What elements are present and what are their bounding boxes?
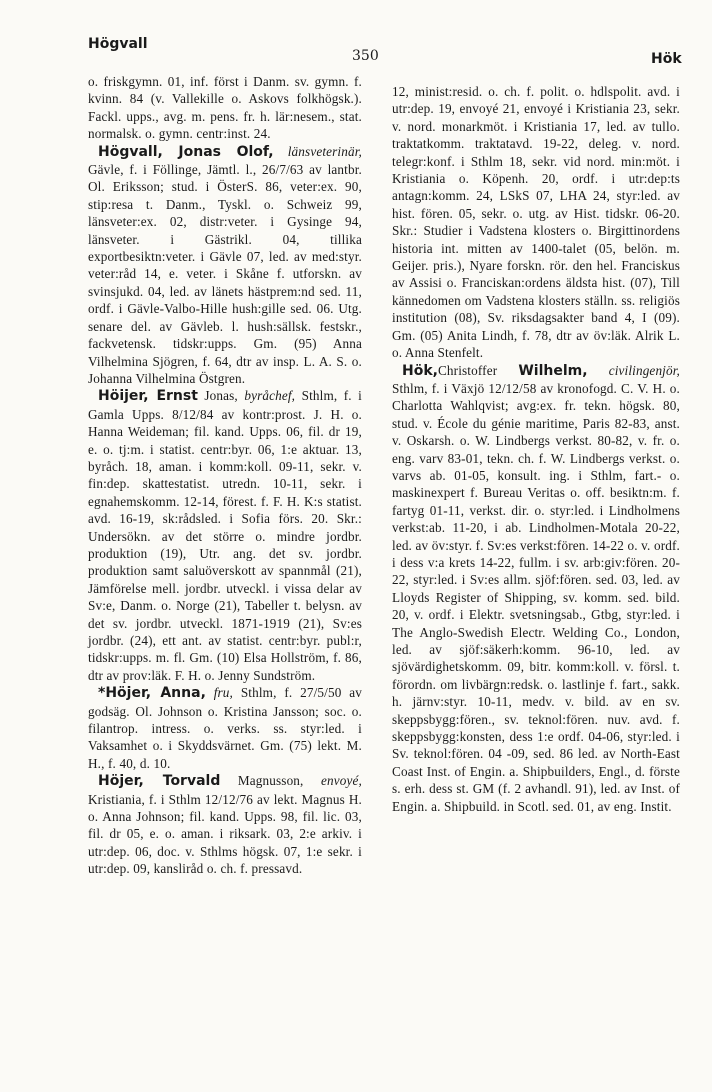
entry-hojer-torvald [88, 772, 362, 877]
running-head-right: Hök [651, 51, 682, 67]
entry-body: Sthlm, f. 27/5/50 av godsäg. Ol. Johnson o. Kristina Jansson; soc. o. filantrop. intress. o. verks. ss. styr:led. i Vaksamhet o. i Skyddsvärnet. Gm. (75) lekt. M. H., f. 40, d. 10. [88, 685, 363, 771]
entry-hojer-anna [88, 684, 362, 772]
entry-hogvall-jonas [88, 143, 362, 388]
entry-body: Sthlm, f. i Växjö 12/12/58 av kronofogd. C. V. H. o. Charlotta Wahlqvist; avg:ex. fr. tekn. högsk. 80, stud. v. École du génie maritime, Paris 82-83, anst. v. Oskarsh. o. W. Lindbergs verkst. 80-82, v. fr. o. eng. varv 83-01, tekn. ch. f. W. Lindbergs verkst. o. varvs ab. 01-05, konsult. ing. i Sthlm, fart.- o. maskinexpert f. Bureau Veritas o. off. besiktn:m. f. fartyg 01-11, verkst. dir. o. styr:led. i Lindholmens verkst:ab. 11-20, i ab. Lindholmen-Motala 20-22, led. av öv:styr. f. Sv:es verkst:fören. 14-22 o. v. ordf. i dess v:a krets 14-22, fullm. i sv. arb:giv:fören. 20-22, styr:led. i Sv:es allm. sjöf:fören. sed. 03, led. av Lloyds Register of Shipping, sv. komm. sed. bild. 20, v. ordf. i Elektr. svetsningsab., Gtbg, styr:led. i The Anglo-Swedish Electr. Welding Co., London, led. av sjöf:säkerh:komm. 96-10, led. av sjövärdighetskomm. 09, bitr. komm:koll. v. försl. t. förordn. om livbärgn:redsk. o. lastlinje f. fart., sakk. h. järnv:styr. 10-11, medv. v. bild. av en sv. skeppsbygg:fören., sv. teknol:fören. nuv. avd. f. skeppsbygg:konsten, dess 1:e ordf. 04-06, styr:led. i Sv. teknol:fören. 04 -09, sed. 86 led. av North-East Coast Inst. of Engin. a. Shipbuilders, Engl., d. förste s. erh. dess st. GM (f. 2 avhandl. 91), led. av Inst. of Engin. a. Shipbuild. in Scotl. sed. 01, av eng. Instit. [392, 380, 680, 814]
entry-title: civilingenjör, [608, 362, 681, 378]
entry-body: Sthlm, f. i Gamla Upps. 8/12/84 av kontr:prost. J. H. o. Hanna Weideman; fil. kand. Upps. 06, fil. dr 19, e. o. tj:m. i statist. centr:byr. 06, 1:e aktuar. 13, byråch. 18, aman. i komm:koll. 09-11, sekr. v. fin:dep. skattestatist. utredn. 10-11, sekr. i egnahemskomm. 12-14, förest. f. F. H. K:s statist. avd. 16-19, sk:rådsled. i Sofia förs. 20. Skr.: Undersökn. av det större o. mindre jordbr. produktion (19), Utr. ang. det sv. jordbr. produktion samt saluöverskott av spannmål (21), Jämförelse mell. jordbr. utveckl. i vissa delar av Sv:e, Danm. o. Norge (21), Tabeller t. belysn. av det sv. jordbr. utveckl. 1871-1919 (21), Sv:es jordbr. (24), ett ant. av statist. centr:byr. publ:r, tidskr:upps. m. fl. Gm. (10) Elsa Hollström, f. 86, dtr av prov:läk. F. H. o. Jenny Sundström. [88, 388, 362, 683]
entry-title: fru, [213, 685, 233, 701]
entry-headword: Höjer, Anna, [105, 685, 206, 702]
entry-name-rest: Jonas, [204, 388, 238, 404]
entry-name-rest: Christoffer [437, 362, 498, 378]
entry-headword: Högvall, Jonas Olof, [98, 143, 274, 160]
page-number: 350 [352, 48, 379, 64]
entry-hok-christoffer [392, 362, 680, 816]
entry-title: byråchef, [244, 388, 296, 404]
entry-headword-second: Wilhelm, [518, 362, 588, 379]
entry-title: envoyé, [321, 773, 362, 789]
continued-entry: o. friskgymn. 01, inf. först i Danm. sv. gymn. f. kvinn. 84 (v. Vallekille o. Askovs folkhögsk.). Fackl. upps., avg. m. pens. fr. h. lär:nesem., stat. normalsk. o. gymn. centr:inst. 24. [88, 74, 362, 142]
entry-title: länsveterinär, [287, 143, 362, 159]
entry-headword: Höjer, Torvald [98, 773, 221, 790]
entry-body: Kristiania, f. i Sthlm 12/12/76 av lekt. Magnus H. o. Anna Johnson; fil. kand. Upps. 98, fil. lic. 03, fil. dr 05, e. o. aman. i riksark. 03, 2:e arkiv. i utr:dep. 06, doc. v. Sthlms högsk. 07, 1:e sekr. i utr:dep. 09, kansliråd o. ch. f. pressavd. [88, 791, 362, 877]
running-head-left: Högvall [88, 36, 148, 52]
entry-hojer-ernst [88, 387, 362, 684]
entry-headword: Hök, [402, 362, 438, 379]
entry-body: Gävle, f. i Föllinge, Jämtl. l., 26/7/63 av lantbr. Ol. Eriksson; stud. i ÖsterS. 86, veter:ex. 90, stip:resa t. Danm., Tyskl. o. Schweiz 99, länsveter:ex. 02, distr:veter. i Gysinge 94, länsveter. i Gästrikl. 04, tillika exportbesiktn:veter. i Gävle 07, led. av med:styr. veter:råd 14, e. veter. i Skåne f. utforskn. av svinsjukd. 04, led. av länets hästprem:nd sed. 11, ordf. i Gävle-Valbo-Hille hush:gille sed. 06. Utg. senare del. av Gävleb. l. hush:sällsk. festskr., fackvetensk. tidskr:upps. Gm. (95) Anna Vilhelmina Sjögren, f. 64, dtr av insp. L. A. S. o. Johanna Vilhelmina Östgren. [88, 162, 362, 386]
entry-headword: Höijer, Ernst [98, 388, 198, 405]
continued-entry: 12, minist:resid. o. ch. f. polit. o. hdlspolit. avd. i utr:dep. 19, envoyé 21, envoyé i Kristiania 23, sekr. v. nord. monarkmöt. i Kristiania 17, led. av tullo. traktatkomm. traktatavd. 19-22, deleg. v. nord. telegr:konf. i Sthlm 18, sekr. vid nord. min:möt. i Kristiania o. Köpenh. 20, ordf. i utr:dep:ts antagn:komm. 24, LSkS 07, LHA 24, styr:led. av hist. fören. 05, sekr. o. utg. av Hist. tidskr. 06-20. Skr.: Studier i Vadstena klosters o. Birgittinordens historia int. mitten av 1400-talet (05, belön. m. Geijer. pris.), Nyare forskn. rör. den hel. Franciskus av Assisi o. Franciskan:ordens äldsta hist. (07), Till kännedomen om Vadstena klosters ställn. ss. religiös institution (08), Sv. riksdagsakter band 4, I (09). Gm. (05) Anita Lindh, f. 78, dtr av öv:läk. Alrik L. o. Anna Stenfelt. [392, 84, 680, 361]
entry-star: * [98, 685, 106, 702]
left-column [88, 73, 362, 878]
entry-name-rest: Magnusson, [237, 773, 304, 789]
right-column [392, 83, 680, 815]
